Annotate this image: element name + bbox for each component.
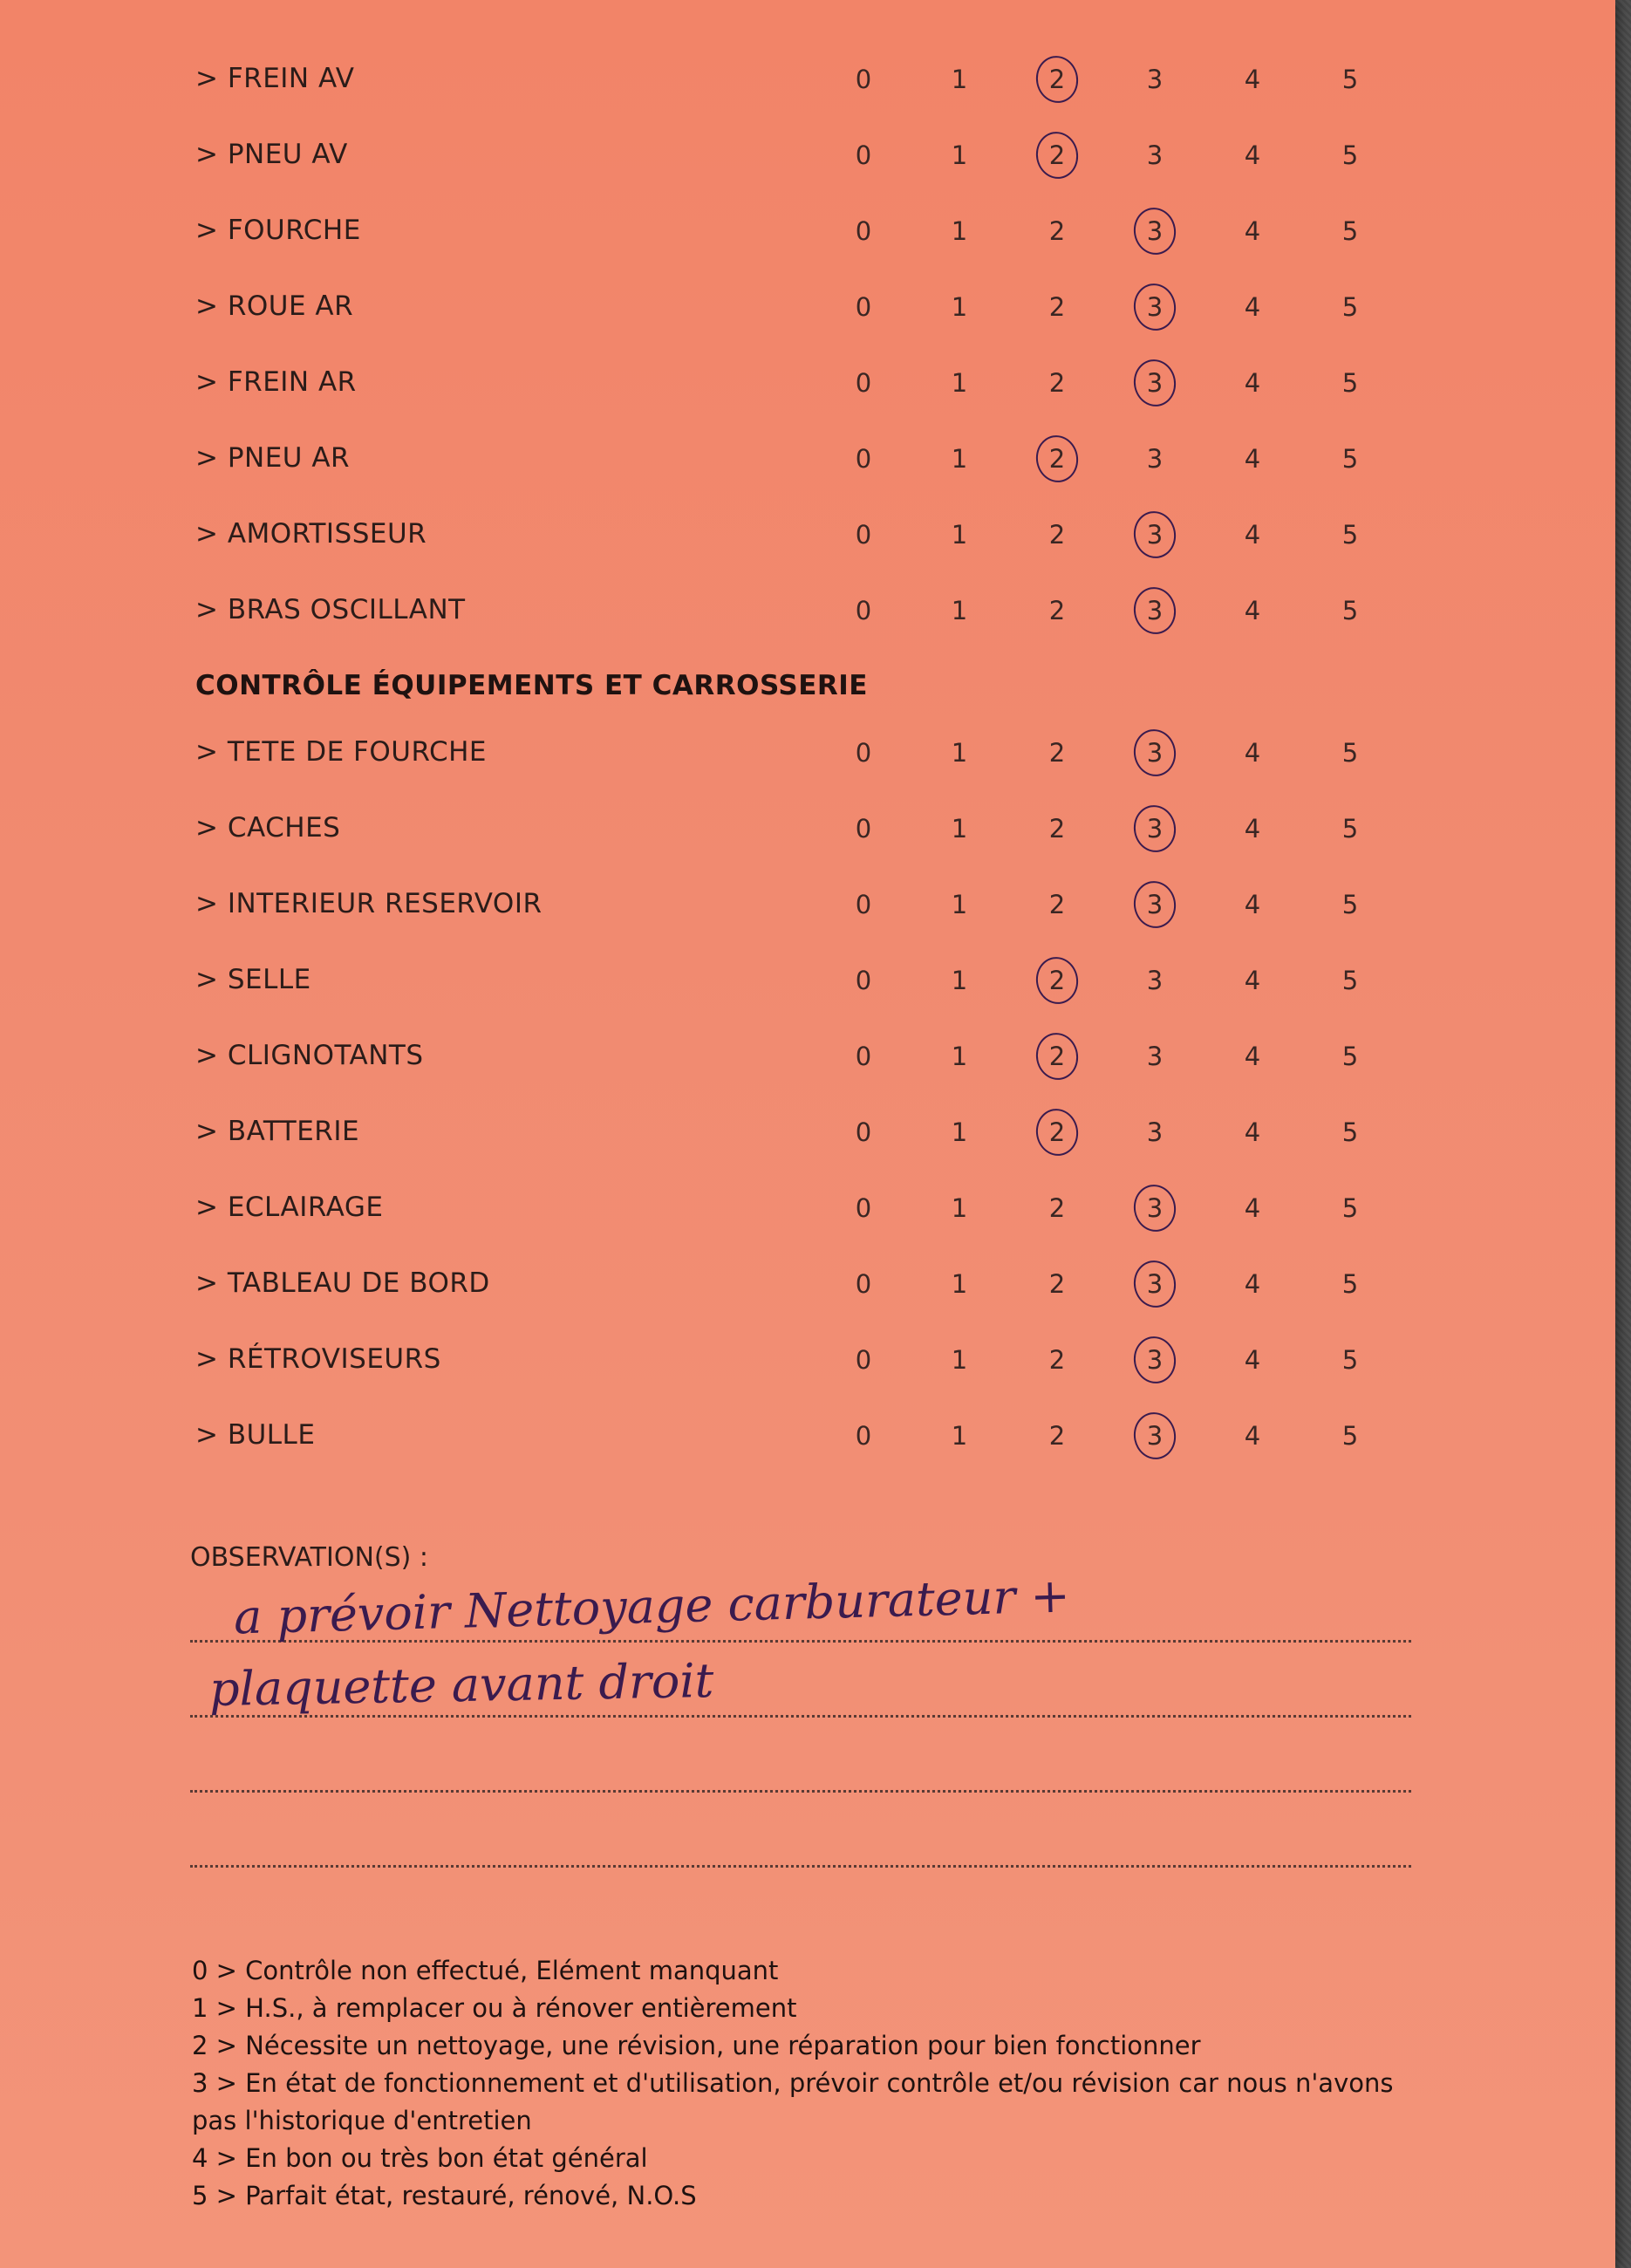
score-option[interactable]: 1 <box>951 1345 968 1375</box>
score-option[interactable]: 3 <box>1146 1042 1164 1071</box>
legend-item: 4 > En bon ou très bon état général <box>192 2143 648 2173</box>
check-row <box>0 793 1615 868</box>
score-option[interactable]: 1 <box>951 444 968 474</box>
score-option[interactable]: 0 <box>855 292 872 322</box>
score-option-circled[interactable]: 2 <box>1035 966 1079 995</box>
check-item-label: > TETE DE FOURCHE <box>195 736 487 768</box>
check-item-label: > CLIGNOTANTS <box>195 1040 424 1071</box>
check-row <box>0 1400 1615 1475</box>
score-option[interactable]: 5 <box>1341 1193 1359 1223</box>
check-item-label: > FREIN AR <box>195 366 357 398</box>
score-option[interactable]: 4 <box>1244 1193 1261 1223</box>
score-option[interactable]: 5 <box>1341 368 1359 398</box>
score-option[interactable]: 5 <box>1341 520 1359 550</box>
check-item-label: > BATTERIE <box>195 1116 360 1147</box>
score-option[interactable]: 4 <box>1244 890 1261 919</box>
score-option[interactable]: 0 <box>855 1117 872 1147</box>
score-option[interactable]: 4 <box>1244 65 1261 94</box>
score-option-circled[interactable]: 2 <box>1035 140 1079 170</box>
score-option-circled[interactable]: 3 <box>1133 368 1177 398</box>
score-option-circled[interactable]: 2 <box>1035 1042 1079 1071</box>
check-item-label: > RÉTROVISEURS <box>195 1343 441 1375</box>
score-option[interactable]: 5 <box>1341 966 1359 995</box>
score-option[interactable]: 5 <box>1341 65 1359 94</box>
score-option[interactable]: 5 <box>1341 814 1359 844</box>
check-row <box>0 1324 1615 1399</box>
score-option[interactable]: 1 <box>951 890 968 919</box>
score-option[interactable]: 0 <box>855 966 872 995</box>
score-option[interactable]: 3 <box>1146 444 1164 474</box>
score-option[interactable]: 4 <box>1244 966 1261 995</box>
score-option[interactable]: 4 <box>1244 444 1261 474</box>
score-option[interactable]: 1 <box>951 65 968 94</box>
score-option[interactable]: 1 <box>951 814 968 844</box>
score-option[interactable]: 5 <box>1341 444 1359 474</box>
score-option[interactable]: 0 <box>855 890 872 919</box>
check-item-label: > SELLE <box>195 964 311 995</box>
score-option[interactable]: 2 <box>1048 1269 1066 1299</box>
score-option[interactable]: 4 <box>1244 292 1261 322</box>
score-option[interactable]: 3 <box>1146 65 1164 94</box>
score-option[interactable]: 4 <box>1244 1345 1261 1375</box>
observation-line-4 <box>190 1865 1411 1868</box>
legend-item: 3 > En état de fonctionnement et d'utilisation, prévoir contrôle et/ou révision car nous n'avons pas l'historique d'entretien <box>192 2068 1394 2135</box>
score-option[interactable]: 2 <box>1048 292 1066 322</box>
check-row <box>0 869 1615 944</box>
score-option[interactable]: 2 <box>1048 1345 1066 1375</box>
check-row <box>0 44 1615 119</box>
score-option[interactable]: 2 <box>1048 520 1066 550</box>
check-item-label: > BRAS OSCILLANT <box>195 594 466 625</box>
score-option[interactable]: 5 <box>1341 1042 1359 1071</box>
score-option[interactable]: 1 <box>951 966 968 995</box>
score-option[interactable]: 5 <box>1341 140 1359 170</box>
score-option[interactable]: 1 <box>951 1117 968 1147</box>
score-option[interactable]: 4 <box>1244 1042 1261 1071</box>
score-option[interactable]: 0 <box>855 1345 872 1375</box>
check-row <box>0 1021 1615 1096</box>
check-row <box>0 945 1615 1020</box>
score-option[interactable]: 4 <box>1244 814 1261 844</box>
score-option[interactable]: 4 <box>1244 368 1261 398</box>
check-row <box>0 1172 1615 1247</box>
score-option[interactable]: 3 <box>1146 140 1164 170</box>
score-option[interactable]: 4 <box>1244 596 1261 625</box>
check-item-label: > PNEU AV <box>195 139 348 170</box>
score-option[interactable]: 5 <box>1341 292 1359 322</box>
check-item-label: > CACHES <box>195 812 341 844</box>
score-option[interactable]: 5 <box>1341 1345 1359 1375</box>
score-option[interactable]: 1 <box>951 1421 968 1451</box>
score-option[interactable]: 1 <box>951 1193 968 1223</box>
check-item-label: > BULLE <box>195 1419 316 1451</box>
score-option[interactable]: 2 <box>1048 368 1066 398</box>
check-row <box>0 499 1615 574</box>
check-item-label: > FOURCHE <box>195 215 361 246</box>
check-item-label: > INTERIEUR RESERVOIR <box>195 888 543 919</box>
check-item-label: > AMORTISSEUR <box>195 518 427 550</box>
score-option[interactable]: 2 <box>1048 596 1066 625</box>
score-option-circled[interactable]: 3 <box>1133 292 1177 322</box>
section-title: CONTRÔLE ÉQUIPEMENTS ET CARROSSERIE <box>195 670 868 701</box>
check-row <box>0 423 1615 498</box>
score-option[interactable]: 5 <box>1341 1117 1359 1147</box>
score-option[interactable]: 5 <box>1341 1269 1359 1299</box>
check-item-label: > TABLEAU DE BORD <box>195 1267 490 1299</box>
check-item-label: > PNEU AR <box>195 442 351 474</box>
score-option-circled[interactable]: 3 <box>1133 1269 1177 1299</box>
score-option[interactable]: 0 <box>855 1269 872 1299</box>
score-option[interactable]: 1 <box>951 140 968 170</box>
score-option-circled[interactable]: 3 <box>1133 1193 1177 1223</box>
check-row <box>0 575 1615 650</box>
score-option[interactable]: 2 <box>1048 1193 1066 1223</box>
score-option[interactable]: 5 <box>1341 738 1359 768</box>
score-option-circled[interactable]: 3 <box>1133 890 1177 919</box>
score-option-circled[interactable]: 3 <box>1133 1421 1177 1451</box>
score-option[interactable]: 1 <box>951 596 968 625</box>
score-option-circled[interactable]: 2 <box>1035 444 1079 474</box>
score-option[interactable]: 1 <box>951 292 968 322</box>
score-option[interactable]: 0 <box>855 1421 872 1451</box>
observation-handwriting-2: plaquette avant droit <box>208 1652 714 1718</box>
score-option-circled[interactable]: 2 <box>1035 65 1079 94</box>
check-row <box>0 195 1615 270</box>
score-option[interactable]: 5 <box>1341 1421 1359 1451</box>
score-option[interactable]: 0 <box>855 596 872 625</box>
score-option[interactable]: 5 <box>1341 890 1359 919</box>
score-option[interactable]: 1 <box>951 1269 968 1299</box>
score-legend <box>192 1952 1430 2215</box>
observations-label: OBSERVATION(S) : <box>190 1542 428 1573</box>
score-option[interactable]: 4 <box>1244 1421 1261 1451</box>
observation-line-2 <box>190 1715 1411 1718</box>
check-row <box>0 1248 1615 1323</box>
score-option[interactable]: 4 <box>1244 216 1261 246</box>
score-option-circled[interactable]: 2 <box>1035 1117 1079 1147</box>
score-option[interactable]: 5 <box>1341 596 1359 625</box>
observation-handwriting-1: a prévoir Nettoyage carburateur + <box>233 1568 1071 1645</box>
score-option[interactable]: 1 <box>951 216 968 246</box>
check-item-label: > FREIN AV <box>195 63 355 94</box>
score-option-circled[interactable]: 3 <box>1133 814 1177 844</box>
score-option-circled[interactable]: 3 <box>1133 1345 1177 1375</box>
score-option[interactable]: 5 <box>1341 216 1359 246</box>
legend-item: 1 > H.S., à remplacer ou à rénover entièrement <box>192 1993 797 2023</box>
score-option[interactable]: 2 <box>1048 738 1066 768</box>
score-option[interactable]: 0 <box>855 140 872 170</box>
legend-item: 0 > Contrôle non effectué, Elément manquant <box>192 1956 779 1985</box>
score-option[interactable]: 4 <box>1244 140 1261 170</box>
score-option[interactable]: 3 <box>1146 1117 1164 1147</box>
score-option[interactable]: 1 <box>951 1042 968 1071</box>
score-option[interactable]: 1 <box>951 520 968 550</box>
score-option[interactable]: 4 <box>1244 520 1261 550</box>
score-option[interactable]: 1 <box>951 738 968 768</box>
score-option[interactable]: 0 <box>855 1042 872 1071</box>
check-item-label: > ECLAIRAGE <box>195 1192 384 1223</box>
score-option[interactable]: 2 <box>1048 1421 1066 1451</box>
score-option-circled[interactable]: 3 <box>1133 216 1177 246</box>
score-option[interactable]: 1 <box>951 368 968 398</box>
score-option[interactable]: 3 <box>1146 966 1164 995</box>
score-option[interactable]: 4 <box>1244 1117 1261 1147</box>
legend-item: 2 > Nécessite un nettoyage, une révision, une réparation pour bien fonctionner <box>192 2031 1201 2060</box>
score-option-circled[interactable]: 3 <box>1133 520 1177 550</box>
score-option-circled[interactable]: 3 <box>1133 738 1177 768</box>
score-option[interactable]: 0 <box>855 1193 872 1223</box>
score-option[interactable]: 2 <box>1048 814 1066 844</box>
score-option[interactable]: 2 <box>1048 216 1066 246</box>
check-row <box>0 1096 1615 1172</box>
score-option[interactable]: 4 <box>1244 1269 1261 1299</box>
check-row <box>0 717 1615 792</box>
score-option[interactable]: 0 <box>855 216 872 246</box>
score-option[interactable]: 0 <box>855 368 872 398</box>
score-option-circled[interactable]: 3 <box>1133 596 1177 625</box>
legend-item: 5 > Parfait état, restauré, rénové, N.O.S <box>192 2181 697 2210</box>
observation-line-3 <box>190 1790 1411 1793</box>
score-option[interactable]: 2 <box>1048 890 1066 919</box>
check-row <box>0 347 1615 422</box>
score-option[interactable]: 0 <box>855 65 872 94</box>
score-option[interactable]: 0 <box>855 520 872 550</box>
check-row <box>0 120 1615 195</box>
score-option[interactable]: 0 <box>855 814 872 844</box>
score-option[interactable]: 4 <box>1244 738 1261 768</box>
score-option[interactable]: 0 <box>855 444 872 474</box>
score-option[interactable]: 0 <box>855 738 872 768</box>
check-row <box>0 271 1615 346</box>
check-item-label: > ROUE AR <box>195 290 354 322</box>
